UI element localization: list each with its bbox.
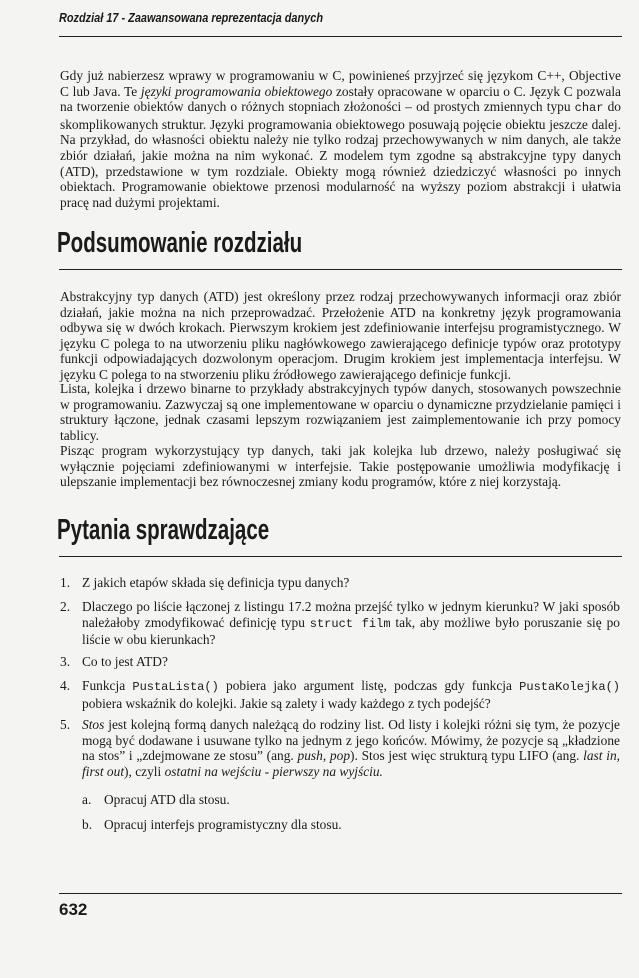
subquestion-letter: a. bbox=[82, 792, 92, 807]
inline-code: PustaKolejka() bbox=[519, 680, 620, 694]
emphasis: last in, first out bbox=[82, 748, 620, 779]
summary-paragraph-2: Lista, kolejka i drzewo binarne to przykłady abstrakcyjnych typów danych, stosowanych powszechnie w programowaniu. Zazwyczaj są one implementowane w oparciu o dynamiczne przydzielanie pamięci i struktury łączone, jednak czasami lepszym rozwiązaniem jest zaimplementowanie ich przy pomocy tablicy. bbox=[60, 381, 621, 443]
question-2: Dlaczego po liście łączonej z listingu 17.2 można przejść tylko w jednym kierunku? W jaki sposób należałoby zmodyfikować definicję typu struct film tak, aby możliwe było poruszanie się po liście w obu kierunkach? bbox=[82, 599, 620, 648]
subquestion-b: Opracuj interfejs programistyczny dla stosu. bbox=[104, 817, 342, 832]
question-number: 2. bbox=[60, 599, 71, 614]
question-5: Stos jest kolejną formą danych należącą do rodziny list. Od listy i kolejki różni się tym, że pozycje mogą być dodawane i usuwane tylko na jednym z jego końców. Mówimy, że pozycje są „kładzione na stos” i „zdejmowane ze stosu” (ang. push, pop). Stos jest więc strukturą typu LIFO (ang. last in, first out), czyli ostatni na wejściu - pierwszy na wyjściu. bbox=[82, 717, 620, 779]
question-number: 1. bbox=[60, 575, 71, 590]
subquestion-a: Opracuj ATD dla stosu. bbox=[104, 792, 230, 807]
subquestion-letter: b. bbox=[82, 817, 93, 832]
summary-paragraph-1: Abstrakcyjny typ danych (ATD) jest określony przez rodzaj przechowywanych informacji oraz zbiór działań, jakie można na nich przeprowadzać. Przełożenie ATD na konkretny język programowania odbywa się w dwóch krokach. Pierwszym krokiem jest zdefiniowanie interfejsu programistycznego. W języku C polega to na utworzeniu pliku nagłówkowego zawierającego definicje typów oraz prototypy funkcji odpowiadających dozwolonym operacjom. Drugim krokiem jest implementacja interfejsu. W języku C polega to na stworzeniu pliku źródłowego zawierającego definicje funkcji. bbox=[60, 289, 621, 382]
section-heading-summary: Podsumowanie rozdziału bbox=[57, 227, 303, 259]
question-4: Funkcja PustaLista() pobiera jako argument listę, podczas gdy funkcja PustaKolejka() pobiera wskaźnik do kolejki. Jakie są zalety i wady każdego z tych podejść? bbox=[82, 678, 620, 711]
question-3: Co to jest ATD? bbox=[82, 654, 168, 669]
footer-rule bbox=[59, 893, 622, 894]
section-rule bbox=[59, 269, 622, 270]
section-heading-questions: Pytania sprawdzające bbox=[57, 514, 270, 546]
inline-code: char bbox=[574, 101, 604, 116]
question-1: Z jakich etapów składa się definicja typu danych? bbox=[82, 575, 350, 590]
emphasis: Stos bbox=[82, 717, 105, 732]
inline-code: PustaLista() bbox=[132, 680, 219, 694]
question-number: 4. bbox=[60, 678, 71, 693]
summary-paragraph-3: Pisząc program wykorzystujący typ danych, taki jak kolejka lub drzewo, należy posługiwać się wyłącznie pojęciami zdefiniowanymi w interfejsie. Takie postępowanie umożliwia modyfikację i ulepszanie implementacji bez równoczesnej zmiany kodu programów, które z niej korzystają. bbox=[60, 443, 621, 490]
question-number: 3. bbox=[60, 654, 71, 669]
intro-paragraph: Gdy już nabierzesz wprawy w programowaniu w C, powinieneś przyjrzeć się językom C++, Objective C lub Java. Te języki programowania obiektowego zostały opracowane w oparciu o C. Język C pozwala na tworzenie obiektów danych o różnych stopniach złożoności – od prostych zmiennych typu char do skomplikowanych struktur. Języki programowania obiektowego posuwają pojęcie obiektu jeszcze dalej. Na przykład, do własności obiektu należy nie tylko rodzaj przechowywanych w nim danych, ale także zbiór działań, jakie można na nim wykonać. Z modelem tym zgodne są abstrakcyjne typy danych (ATD), przedstawione w tym rozdziale. Obiekty mogą również dziedziczyć własności po innych obiektach. Programowanie obiektowe przenosi modularność na wyższy poziom abstrakcji i ułatwia pracę nad dużymi projektami. bbox=[60, 68, 621, 210]
emphasis: języki programowania obiektowego bbox=[140, 83, 333, 99]
emphasis: ostatni na wejściu - pierwszy na wyjściu. bbox=[164, 763, 383, 779]
emphasis: push, pop bbox=[297, 748, 351, 764]
section-rule bbox=[59, 556, 622, 557]
question-number: 5. bbox=[60, 717, 71, 732]
page-number: 632 bbox=[59, 900, 88, 919]
inline-code: struct film bbox=[309, 616, 391, 631]
header-rule bbox=[59, 36, 622, 37]
running-head: Rozdział 17 - Zaawansowana reprezentacja danych bbox=[59, 10, 323, 25]
